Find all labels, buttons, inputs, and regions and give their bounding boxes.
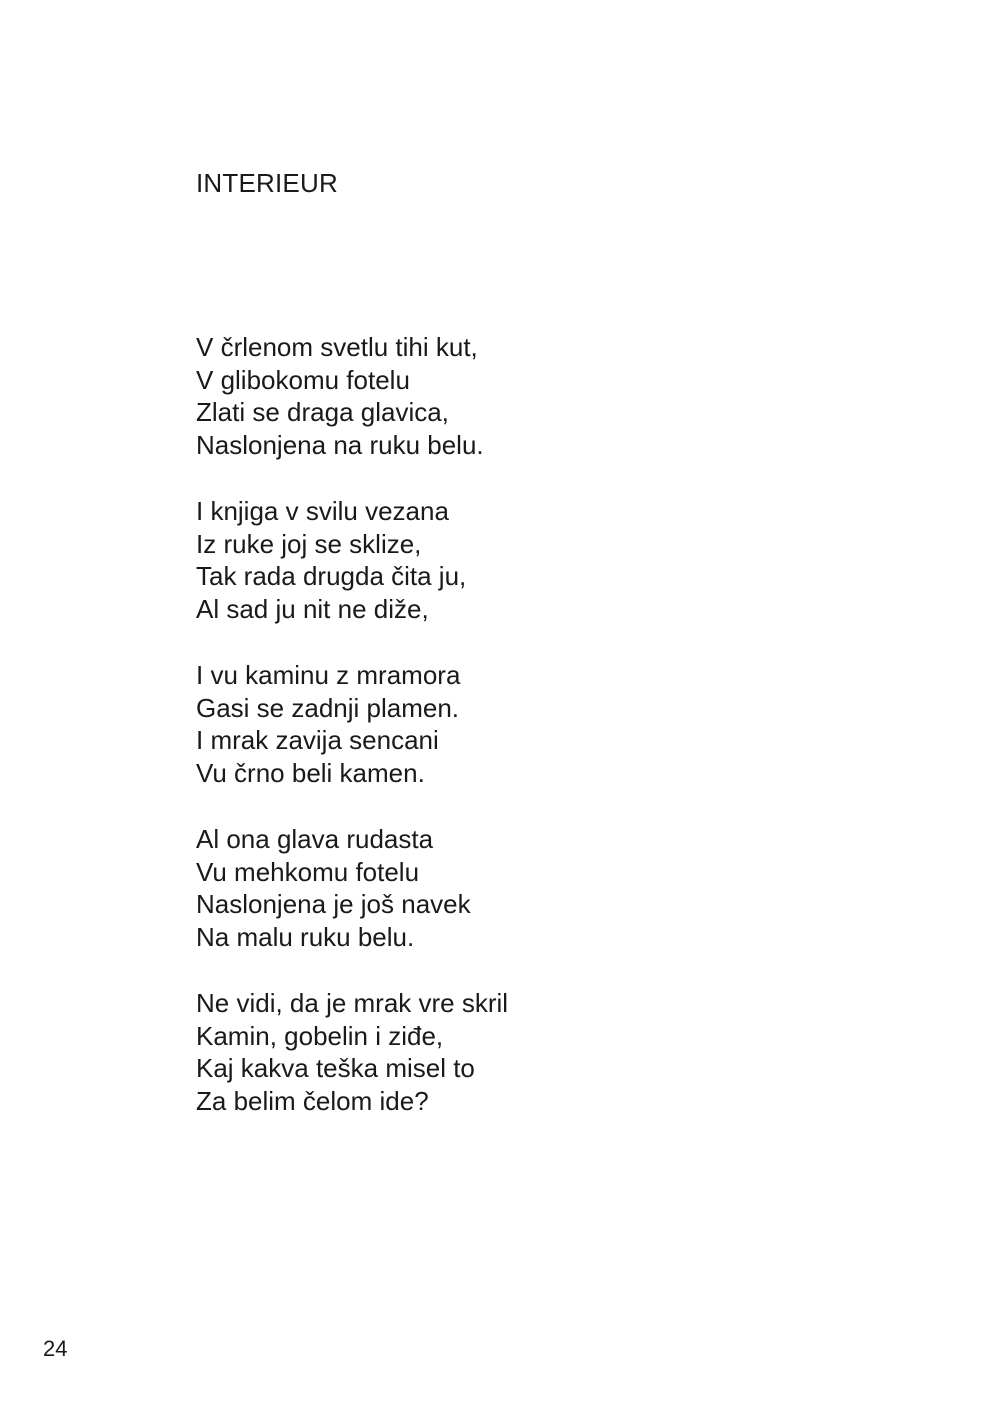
poem-line: V glibokomu fotelu (196, 364, 410, 395)
page-number: 24 (43, 1336, 68, 1361)
poem-line: Vu mehkomu fotelu (196, 856, 420, 887)
poem-line: Naslonjena je još navek (196, 889, 471, 919)
poem-line: I knjiga v svilu vezana (196, 496, 449, 526)
poem-line: Na malu ruku belu. (196, 921, 415, 952)
stanza-2 (196, 495, 796, 625)
poem-body (196, 331, 796, 1151)
poem-line: Ne vidi, da je mrak vre skril (196, 988, 509, 1018)
poem-line: Kamin, gobelin i ziđe, (196, 1020, 444, 1051)
stanza-5 (196, 987, 796, 1117)
poem-line: Iz ruke joj se sklize, (196, 528, 422, 559)
stanza-3 (196, 659, 796, 789)
poem-line: Gasi se zadnji plamen. (196, 692, 460, 723)
poem-line: Tak rada drugda čita ju, (196, 561, 467, 591)
poem-line: I vu kaminu z mramora (196, 660, 461, 690)
poem-line: Al sad ju nit ne diže, (196, 593, 429, 624)
poem-line: Vu črno beli kamen. (196, 757, 425, 788)
poem-line: V črlenom svetlu tihi kut, (196, 332, 478, 362)
stanza-1 (196, 331, 796, 461)
stanza-4 (196, 823, 796, 953)
poem-line: Za belim čelom ide? (196, 1085, 429, 1116)
poem-line: I mrak zavija sencani (196, 725, 439, 755)
poem-title: INTERIEUR (196, 168, 338, 198)
poem-line: Kaj kakva teška misel to (196, 1053, 475, 1083)
poem-line: Al ona glava rudasta (196, 824, 434, 854)
poem-line: Zlati se draga glavica, (196, 397, 449, 427)
poem-line: Naslonjena na ruku belu. (196, 429, 484, 460)
